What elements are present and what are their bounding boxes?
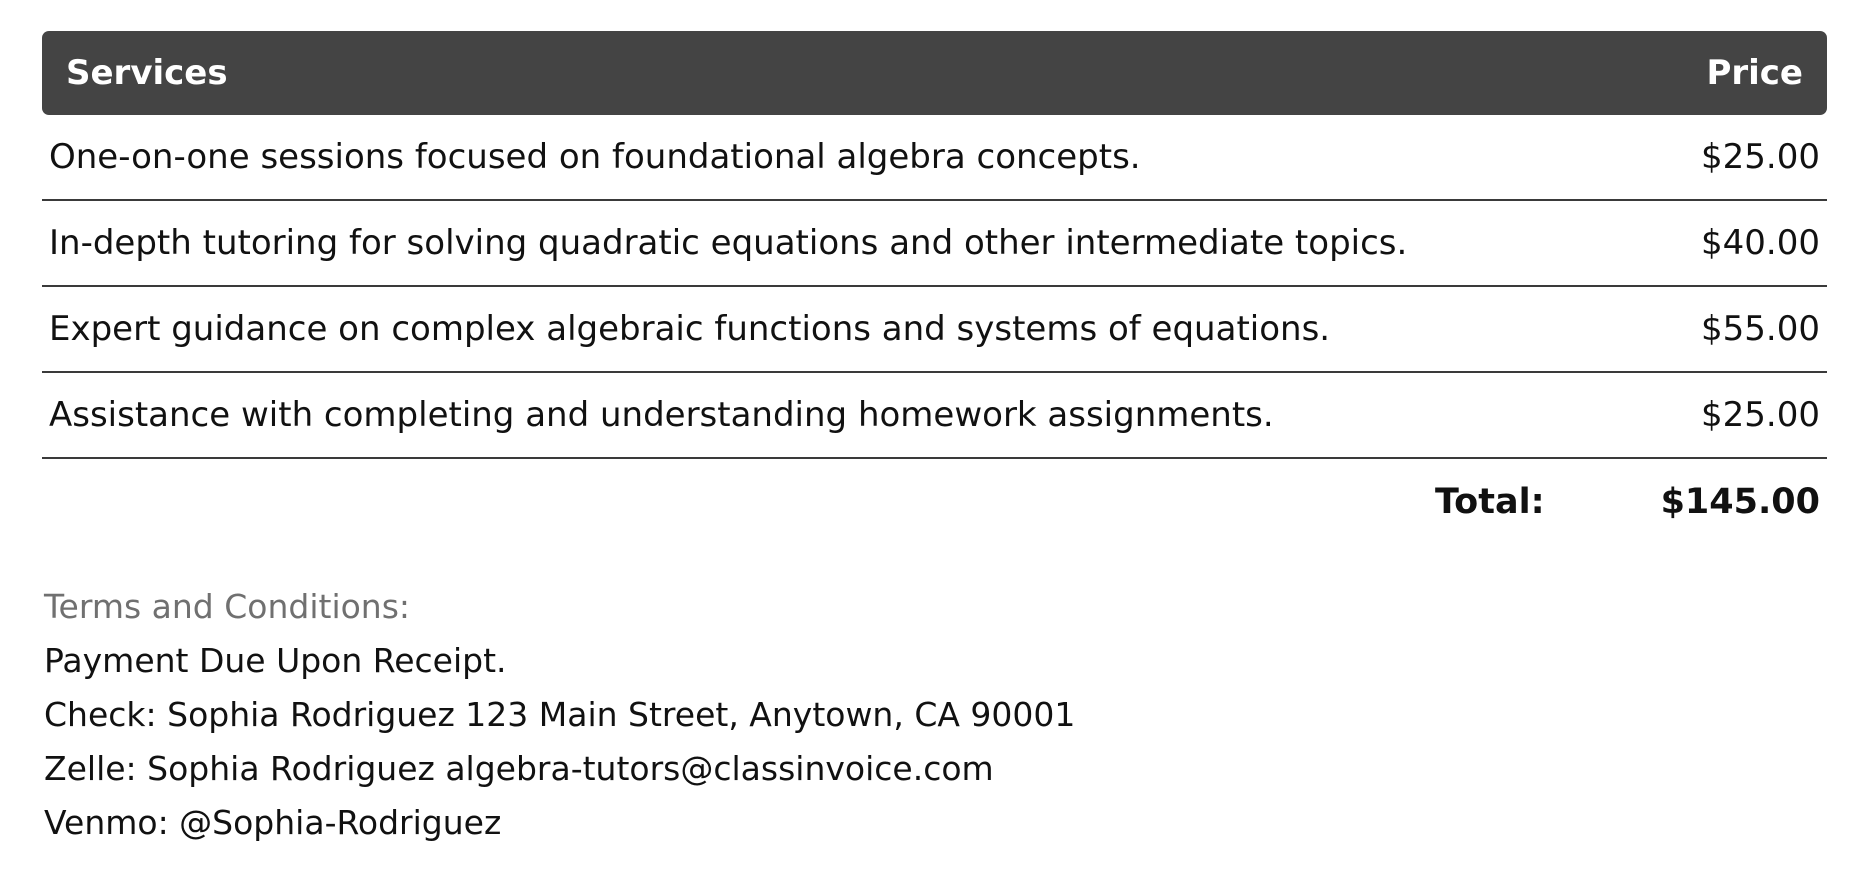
table-header	[42, 31, 1827, 115]
terms-line-zelle: Zelle: Sophia Rodriguez algebra-tutors@classinvoice.com	[44, 749, 994, 788]
terms-line-check: Check: Sophia Rodriguez 123 Main Street, Anytown, CA 90001	[44, 695, 1076, 734]
table-row	[42, 373, 1827, 459]
price-column-header: Price	[1706, 53, 1803, 93]
terms-section	[44, 580, 1075, 850]
total-label: Total:	[1434, 482, 1545, 522]
service-description: Assistance with completing and understanding homework assignments.	[49, 395, 1274, 435]
service-description: One-on-one sessions focused on foundational algebra concepts.	[49, 137, 1141, 177]
table-row	[42, 115, 1827, 201]
table-row	[42, 201, 1827, 287]
table-row	[42, 287, 1827, 373]
service-price: $25.00	[1701, 137, 1820, 177]
terms-title: Terms and Conditions:	[44, 587, 411, 626]
service-price: $25.00	[1701, 395, 1820, 435]
total-value: $145.00	[1660, 482, 1820, 522]
terms-line-payment-due: Payment Due Upon Receipt.	[44, 641, 507, 680]
total-row	[42, 459, 1827, 545]
terms-line-venmo: Venmo: @Sophia-Rodriguez	[44, 803, 502, 842]
service-price: $55.00	[1701, 309, 1820, 349]
service-description: Expert guidance on complex algebraic functions and systems of equations.	[49, 309, 1331, 349]
services-column-header: Services	[66, 53, 228, 93]
services-table	[42, 31, 1827, 545]
service-description: In-depth tutoring for solving quadratic equations and other intermediate topics.	[49, 223, 1408, 263]
service-price: $40.00	[1701, 223, 1820, 263]
